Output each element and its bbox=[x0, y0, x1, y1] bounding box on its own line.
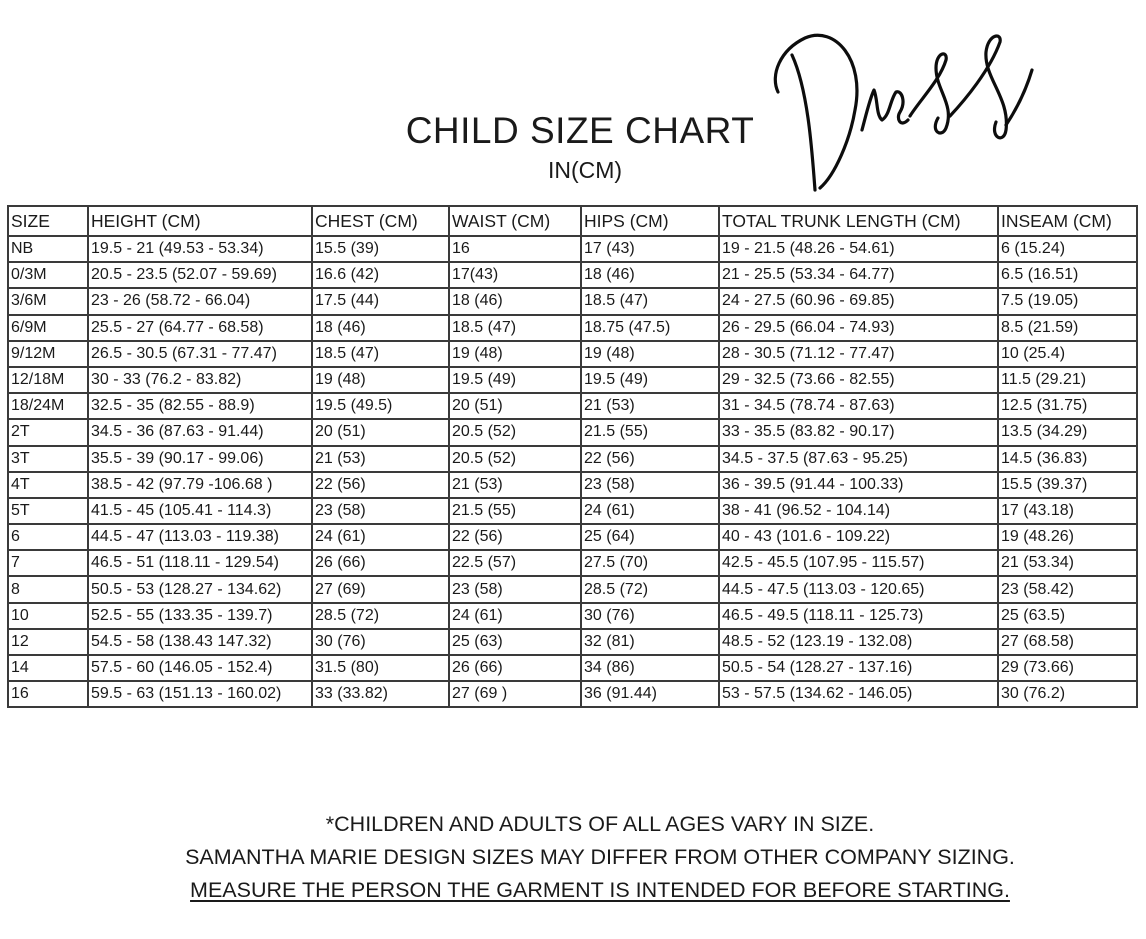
table-cell: 33 - 35.5 (83.82 - 90.17) bbox=[719, 419, 998, 445]
table-cell: 26.5 - 30.5 (67.31 - 77.47) bbox=[88, 341, 312, 367]
table-cell: 19.5 (49.5) bbox=[312, 393, 449, 419]
column-header: TOTAL TRUNK LENGTH (CM) bbox=[719, 206, 998, 236]
table-cell: 28 - 30.5 (71.12 - 77.47) bbox=[719, 341, 998, 367]
table-cell: 10 (25.4) bbox=[998, 341, 1137, 367]
table-cell: 21 (53) bbox=[312, 446, 449, 472]
table-cell: 24 (61) bbox=[449, 603, 581, 629]
table-cell: 28.5 (72) bbox=[581, 576, 719, 602]
table-cell: 8 bbox=[8, 576, 88, 602]
table-row bbox=[8, 236, 1137, 262]
table-cell: 46.5 - 49.5 (118.11 - 125.73) bbox=[719, 603, 998, 629]
table-cell: NB bbox=[8, 236, 88, 262]
handwritten-dress-label bbox=[770, 20, 1050, 210]
table-cell: 17 (43) bbox=[581, 236, 719, 262]
table-cell: 18.75 (47.5) bbox=[581, 315, 719, 341]
table-row bbox=[8, 550, 1137, 576]
table-row bbox=[8, 393, 1137, 419]
table-cell: 26 (66) bbox=[449, 655, 581, 681]
table-row bbox=[8, 367, 1137, 393]
disclaimer-notes bbox=[0, 808, 1146, 907]
table-cell: 19 (48) bbox=[581, 341, 719, 367]
table-cell: 12 bbox=[8, 629, 88, 655]
table-cell: 44.5 - 47 (113.03 - 119.38) bbox=[88, 524, 312, 550]
table-cell: 15.5 (39.37) bbox=[998, 472, 1137, 498]
note-line-2: SAMANTHA MARIE DESIGN SIZES MAY DIFFER FROM OTHER COMPANY SIZING. bbox=[185, 845, 1015, 869]
table-cell: 22 (56) bbox=[581, 446, 719, 472]
table-cell: 19 (48) bbox=[312, 367, 449, 393]
table-cell: 54.5 - 58 (138.43 147.32) bbox=[88, 629, 312, 655]
table-cell: 22 (56) bbox=[312, 472, 449, 498]
table-cell: 10 bbox=[8, 603, 88, 629]
table-cell: 3T bbox=[8, 446, 88, 472]
table-cell: 15.5 (39) bbox=[312, 236, 449, 262]
table-cell: 20.5 - 23.5 (52.07 - 59.69) bbox=[88, 262, 312, 288]
table-cell: 42.5 - 45.5 (107.95 - 115.57) bbox=[719, 550, 998, 576]
table-cell: 16 bbox=[8, 681, 88, 707]
table-cell: 18 (46) bbox=[449, 288, 581, 314]
table-row bbox=[8, 288, 1137, 314]
table-cell: 22 (56) bbox=[449, 524, 581, 550]
table-cell: 21 (53) bbox=[581, 393, 719, 419]
table-cell: 38.5 - 42 (97.79 -106.68 ) bbox=[88, 472, 312, 498]
table-cell: 18.5 (47) bbox=[312, 341, 449, 367]
table-cell: 46.5 - 51 (118.11 - 129.54) bbox=[88, 550, 312, 576]
table-cell: 52.5 - 55 (133.35 - 139.7) bbox=[88, 603, 312, 629]
table-row bbox=[8, 262, 1137, 288]
table-cell: 14 bbox=[8, 655, 88, 681]
table-cell: 14.5 (36.83) bbox=[998, 446, 1137, 472]
size-chart-table bbox=[7, 205, 1138, 708]
table-cell: 19.5 (49) bbox=[449, 367, 581, 393]
table-cell: 3/6M bbox=[8, 288, 88, 314]
table-cell: 44.5 - 47.5 (113.03 - 120.65) bbox=[719, 576, 998, 602]
table-cell: 25 (63) bbox=[449, 629, 581, 655]
table-cell: 19 - 21.5 (48.26 - 54.61) bbox=[719, 236, 998, 262]
table-cell: 32 (81) bbox=[581, 629, 719, 655]
table-cell: 38 - 41 (96.52 - 104.14) bbox=[719, 498, 998, 524]
table-cell: 6 (15.24) bbox=[998, 236, 1137, 262]
table-cell: 17 (43.18) bbox=[998, 498, 1137, 524]
table-cell: 2T bbox=[8, 419, 88, 445]
chart-title: CHILD SIZE CHART bbox=[405, 110, 755, 151]
table-cell: 30 (76) bbox=[581, 603, 719, 629]
table-cell: 21.5 (55) bbox=[449, 498, 581, 524]
table-cell: 23 (58) bbox=[581, 472, 719, 498]
table-cell: 31 - 34.5 (78.74 - 87.63) bbox=[719, 393, 998, 419]
table-cell: 36 (91.44) bbox=[581, 681, 719, 707]
table-cell: 24 (61) bbox=[581, 498, 719, 524]
table-cell: 21.5 (55) bbox=[581, 419, 719, 445]
table-body bbox=[8, 236, 1137, 707]
column-header: HEIGHT (CM) bbox=[88, 206, 312, 236]
table-cell: 20 (51) bbox=[449, 393, 581, 419]
table-cell: 27.5 (70) bbox=[581, 550, 719, 576]
table-cell: 7.5 (19.05) bbox=[998, 288, 1137, 314]
table-cell: 34.5 - 36 (87.63 - 91.44) bbox=[88, 419, 312, 445]
table-row bbox=[8, 472, 1137, 498]
table-cell: 26 (66) bbox=[312, 550, 449, 576]
table-cell: 53 - 57.5 (134.62 - 146.05) bbox=[719, 681, 998, 707]
table-cell: 8.5 (21.59) bbox=[998, 315, 1137, 341]
table-cell: 30 (76.2) bbox=[998, 681, 1137, 707]
table-cell: 16.6 (42) bbox=[312, 262, 449, 288]
table-cell: 18 (46) bbox=[312, 315, 449, 341]
note-line-3: MEASURE THE PERSON THE GARMENT IS INTENDED FOR BEFORE STARTING. bbox=[190, 878, 1010, 902]
table-row bbox=[8, 603, 1137, 629]
table-cell: 21 - 25.5 (53.34 - 64.77) bbox=[719, 262, 998, 288]
table-cell: 28.5 (72) bbox=[312, 603, 449, 629]
table-cell: 29 (73.66) bbox=[998, 655, 1137, 681]
table-row bbox=[8, 681, 1137, 707]
table-cell: 17(43) bbox=[449, 262, 581, 288]
table-header-row bbox=[8, 206, 1137, 236]
table-cell: 23 - 26 (58.72 - 66.04) bbox=[88, 288, 312, 314]
table-row bbox=[8, 576, 1137, 602]
table-cell: 34 (86) bbox=[581, 655, 719, 681]
column-header: SIZE bbox=[8, 206, 88, 236]
table-cell: 25 (64) bbox=[581, 524, 719, 550]
table-cell: 21 (53) bbox=[449, 472, 581, 498]
column-header: HIPS (CM) bbox=[581, 206, 719, 236]
table-cell: 11.5 (29.21) bbox=[998, 367, 1137, 393]
table-cell: 4T bbox=[8, 472, 88, 498]
chart-subtitle: IN(CM) bbox=[547, 157, 623, 183]
column-header: INSEAM (CM) bbox=[998, 206, 1137, 236]
table-cell: 6.5 (16.51) bbox=[998, 262, 1137, 288]
table-cell: 18.5 (47) bbox=[581, 288, 719, 314]
table-cell: 27 (69 ) bbox=[449, 681, 581, 707]
table-row bbox=[8, 524, 1137, 550]
table-cell: 23 (58) bbox=[312, 498, 449, 524]
table-cell: 6/9M bbox=[8, 315, 88, 341]
table-cell: 7 bbox=[8, 550, 88, 576]
table-cell: 24 - 27.5 (60.96 - 69.85) bbox=[719, 288, 998, 314]
table-cell: 12/18M bbox=[8, 367, 88, 393]
table-cell: 18.5 (47) bbox=[449, 315, 581, 341]
table-cell: 25.5 - 27 (64.77 - 68.58) bbox=[88, 315, 312, 341]
table-cell: 19 (48.26) bbox=[998, 524, 1137, 550]
table-cell: 22.5 (57) bbox=[449, 550, 581, 576]
table-cell: 20.5 (52) bbox=[449, 446, 581, 472]
table-cell: 32.5 - 35 (82.55 - 88.9) bbox=[88, 393, 312, 419]
table-cell: 50.5 - 53 (128.27 - 134.62) bbox=[88, 576, 312, 602]
table-cell: 23 (58) bbox=[449, 576, 581, 602]
table-row bbox=[8, 315, 1137, 341]
handwritten-signature-drawing bbox=[770, 20, 1050, 210]
table-row bbox=[8, 341, 1137, 367]
table-cell: 0/3M bbox=[8, 262, 88, 288]
table-cell: 27 (69) bbox=[312, 576, 449, 602]
table-cell: 35.5 - 39 (90.17 - 99.06) bbox=[88, 446, 312, 472]
table-cell: 30 - 33 (76.2 - 83.82) bbox=[88, 367, 312, 393]
table-cell: 16 bbox=[449, 236, 581, 262]
table-cell: 21 (53.34) bbox=[998, 550, 1137, 576]
column-header: CHEST (CM) bbox=[312, 206, 449, 236]
table-row bbox=[8, 498, 1137, 524]
table-cell: 20.5 (52) bbox=[449, 419, 581, 445]
table-cell: 50.5 - 54 (128.27 - 137.16) bbox=[719, 655, 998, 681]
table-cell: 33 (33.82) bbox=[312, 681, 449, 707]
column-header: WAIST (CM) bbox=[449, 206, 581, 236]
table-row bbox=[8, 655, 1137, 681]
table-cell: 20 (51) bbox=[312, 419, 449, 445]
table-cell: 19 (48) bbox=[449, 341, 581, 367]
table-cell: 19.5 - 21 (49.53 - 53.34) bbox=[88, 236, 312, 262]
table-cell: 40 - 43 (101.6 - 109.22) bbox=[719, 524, 998, 550]
table-cell: 23 (58.42) bbox=[998, 576, 1137, 602]
table-row bbox=[8, 419, 1137, 445]
table-cell: 24 (61) bbox=[312, 524, 449, 550]
table-cell: 17.5 (44) bbox=[312, 288, 449, 314]
table-cell: 6 bbox=[8, 524, 88, 550]
table-cell: 41.5 - 45 (105.41 - 114.3) bbox=[88, 498, 312, 524]
note-line-1: *CHILDREN AND ADULTS OF ALL AGES VARY IN SIZE. bbox=[325, 812, 875, 836]
table-cell: 13.5 (34.29) bbox=[998, 419, 1137, 445]
table-cell: 12.5 (31.75) bbox=[998, 393, 1137, 419]
table-row bbox=[8, 446, 1137, 472]
table-cell: 34.5 - 37.5 (87.63 - 95.25) bbox=[719, 446, 998, 472]
table-cell: 25 (63.5) bbox=[998, 603, 1137, 629]
table-cell: 48.5 - 52 (123.19 - 132.08) bbox=[719, 629, 998, 655]
table-cell: 5T bbox=[8, 498, 88, 524]
table-cell: 26 - 29.5 (66.04 - 74.93) bbox=[719, 315, 998, 341]
table-cell: 9/12M bbox=[8, 341, 88, 367]
table-cell: 36 - 39.5 (91.44 - 100.33) bbox=[719, 472, 998, 498]
table-cell: 59.5 - 63 (151.13 - 160.02) bbox=[88, 681, 312, 707]
table-cell: 31.5 (80) bbox=[312, 655, 449, 681]
table-cell: 27 (68.58) bbox=[998, 629, 1137, 655]
table-cell: 57.5 - 60 (146.05 - 152.4) bbox=[88, 655, 312, 681]
table-cell: 30 (76) bbox=[312, 629, 449, 655]
table-row bbox=[8, 629, 1137, 655]
table-cell: 19.5 (49) bbox=[581, 367, 719, 393]
table-cell: 18 (46) bbox=[581, 262, 719, 288]
table-cell: 29 - 32.5 (73.66 - 82.55) bbox=[719, 367, 998, 393]
table-cell: 18/24M bbox=[8, 393, 88, 419]
